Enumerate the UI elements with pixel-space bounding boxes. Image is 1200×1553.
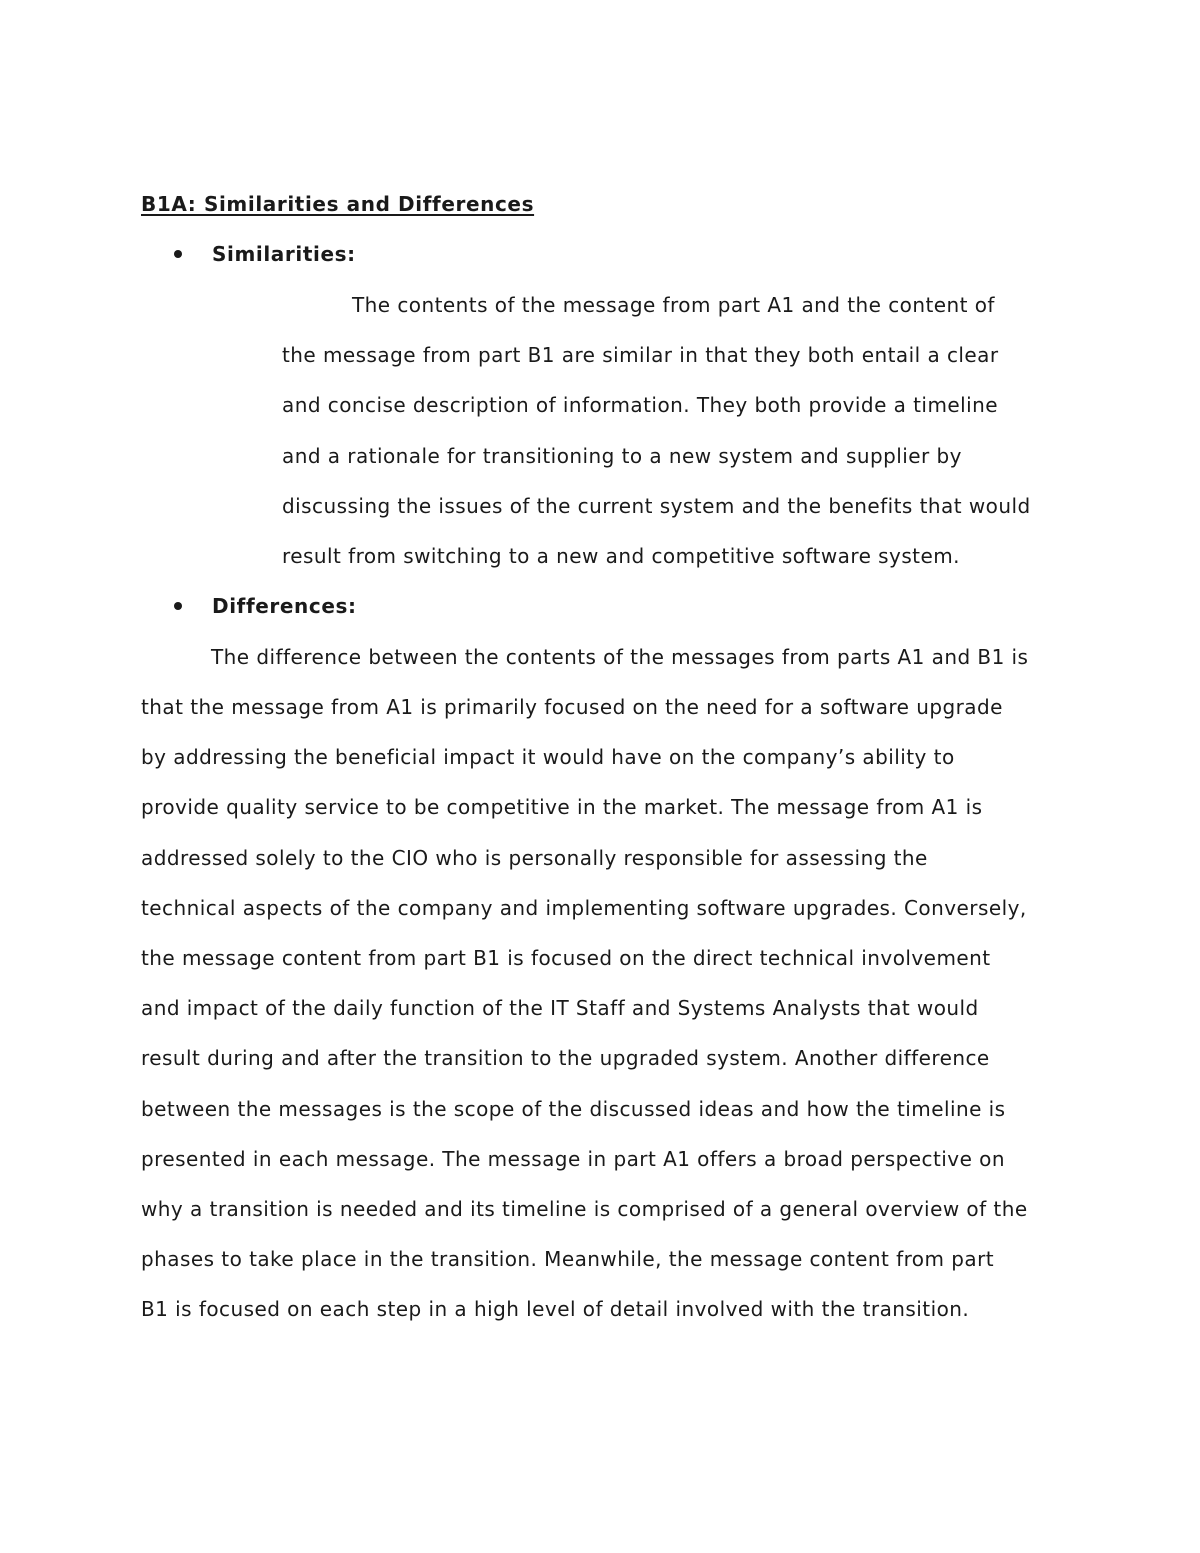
differences-line: B1 is focused on each step in a high level of detail involved with the transition. xyxy=(141,1297,970,1321)
similarities-line: and concise description of information. They both provide a timeline xyxy=(282,393,999,417)
similarities-line: and a rationale for transitioning to a new system and supplier by xyxy=(282,444,962,468)
similarities-line: the message from part B1 are similar in that they both entail a clear xyxy=(282,343,999,367)
differences-line: why a transition is needed and its timeline is comprised of a general overview of the xyxy=(141,1197,1028,1221)
similarities-label: Similarities: xyxy=(212,242,356,266)
similarities-line: The contents of the message from part A1 and the content of xyxy=(352,293,995,317)
differences-line: technical aspects of the company and implementing software upgrades. Conversely, xyxy=(141,896,1027,920)
differences-line: provide quality service to be competitive in the market. The message from A1 is xyxy=(141,795,983,819)
differences-label: Differences: xyxy=(212,594,357,618)
differences-line: the message content from part B1 is focused on the direct technical involvement xyxy=(141,946,991,970)
differences-line: that the message from A1 is primarily focused on the need for a software upgrade xyxy=(141,695,1003,719)
differences-line: between the messages is the scope of the discussed ideas and how the timeline is xyxy=(141,1097,1006,1121)
differences-line: presented in each message. The message in part A1 offers a broad perspective on xyxy=(141,1147,1005,1171)
bullet-icon xyxy=(174,602,182,610)
differences-line: The difference between the contents of the messages from parts A1 and B1 is xyxy=(211,645,1029,669)
differences-line: and impact of the daily function of the IT Staff and Systems Analysts that would xyxy=(141,996,979,1020)
similarities-line: result from switching to a new and competitive software system. xyxy=(282,544,960,568)
bullet-icon xyxy=(174,250,182,258)
differences-line: phases to take place in the transition. Meanwhile, the message content from part xyxy=(141,1247,995,1271)
differences-line: result during and after the transition to the upgraded system. Another difference xyxy=(141,1046,990,1070)
differences-line: addressed solely to the CIO who is personally responsible for assessing the xyxy=(141,846,928,870)
differences-line: by addressing the beneficial impact it would have on the company’s ability to xyxy=(141,745,955,769)
section-heading: B1A: Similarities and Differences xyxy=(141,192,535,216)
similarities-line: discussing the issues of the current system and the benefits that would xyxy=(282,494,1031,518)
